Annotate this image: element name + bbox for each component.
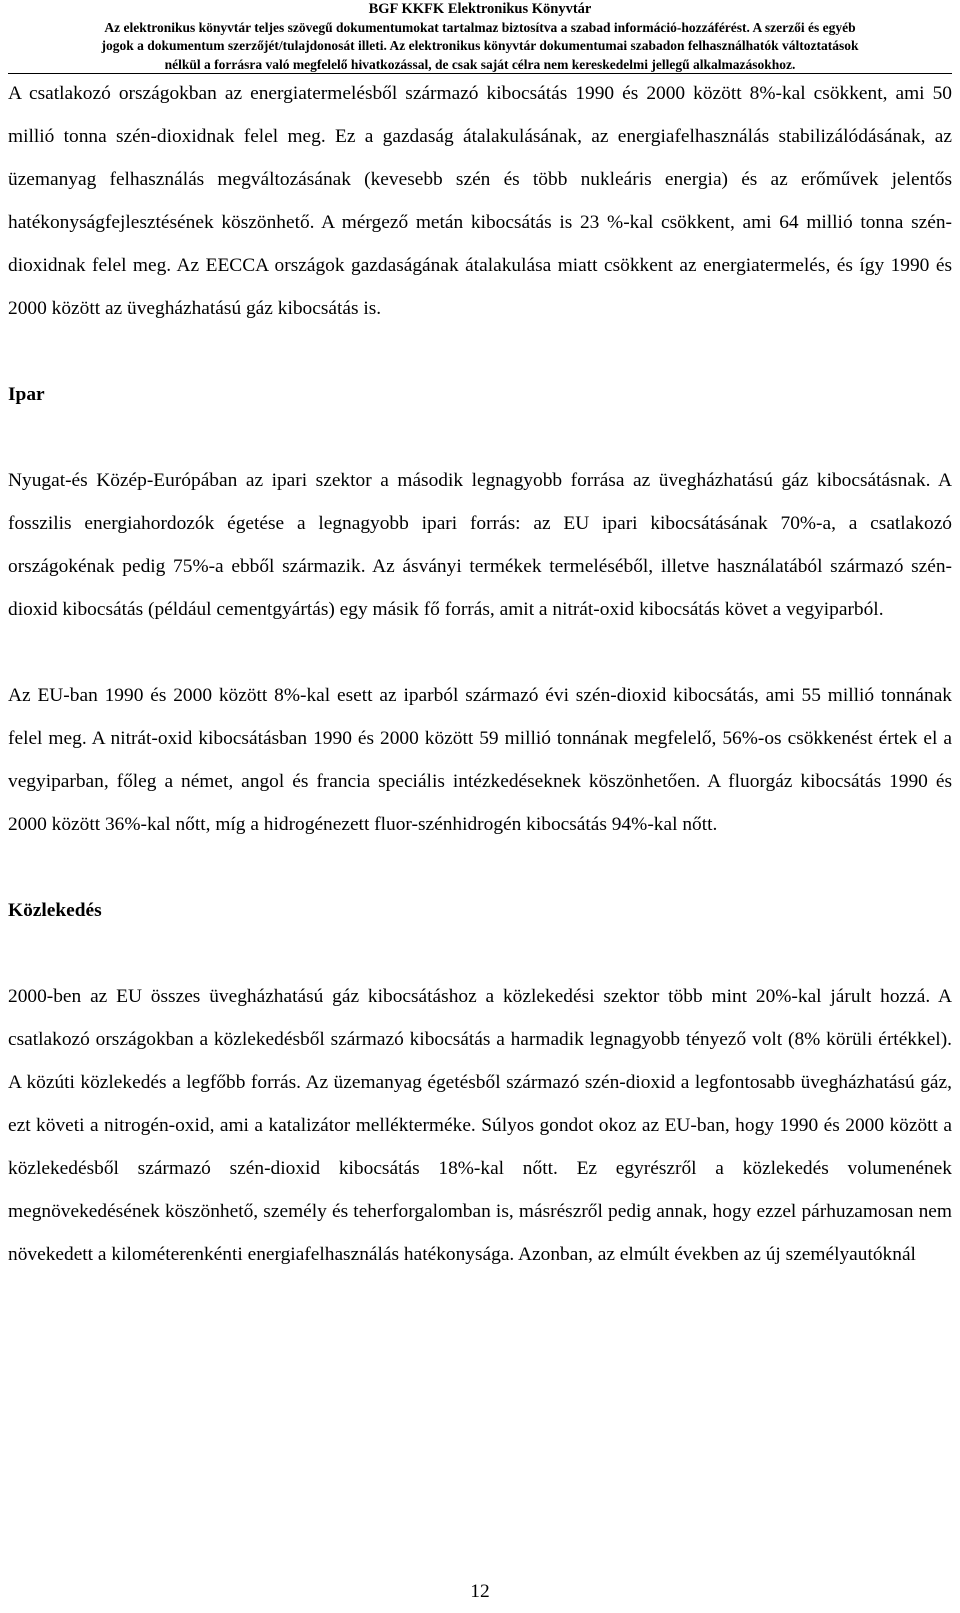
spacer (8, 932, 952, 975)
paragraph-industry-sources: Nyugat-és Közép-Európában az ipari szektor a második legnagyobb forrása az üvegházhatású gáz kibocsátásnak. A fosszilis energiahordozók égetése a legnagyobb ipari forrás: az EU ipari kibocsátásának 70%-a, a csatlakozó országokénak pedig 75%-a ebből származik. Az ásványi termékek termeléséből, illetve használatából származó szén-dioxid kibocsátás (például cementgyártás) egy másik fő forrás, amit a nitrát-oxid kibocsátás követ a vegyiparból. (8, 470, 952, 620)
spacer (8, 631, 952, 674)
header-notice-line-1: Az elektronikus könyvtár teljes szövegű dokumentumokat tartalmaz biztosítva a szabad információ-hozzáférést. A szerzői és egyéb (104, 19, 856, 35)
document-body (8, 72, 952, 1276)
spacer (8, 846, 952, 889)
header-notice-line-3: nélkül a forrásra való megfelelő hivatkozással, de csak saját célra nem kereskedelmi jellegű alkalmazásokhoz. (164, 56, 796, 72)
section-heading-kozlekedes: Közlekedés (8, 900, 102, 921)
paragraph-transport: 2000-ben az EU összes üvegházhatású gáz kibocsátáshoz a közlekedési szektor több mint 20%-kal járult hozzá. A csatlakozó országokban a közlekedésből származó kibocsátás a harmadik legnagyobb tényező volt (8% körüli értékkel). A közúti közlekedés a legfőbb forrás. Az üzemanyag égetésből származó szén-dioxid a legfontosabb üvegházhatású gáz, ezt követi a nitrogén-oxid, ami a katalizátor mellékterméke. Súlyos gondot okoz az EU-ban, hogy 1990 és 2000 között a közlekedésből származó szén-dioxid kibocsátás 18%-kal nőtt. Ez egyrészről a közlekedés volumenének megnövekedésének köszönhető, személy és teherforgalomban is, másrészről pedig annak, hogy ezzel párhuzamosan nem növekedett a kilométerenkénti energiafelhasználás hatékonysága. Azonban, az elmúlt években az új személyautóknál (8, 986, 952, 1265)
paragraph-energy-emissions: A csatlakozó országokban az energiatermelésből származó kibocsátás 1990 és 2000 között 8%-kal csökkent, ami 50 millió tonna szén-dioxidnak felel meg. Ez a gazdaság átalakulásának, az energiafelhasználás stabilizálódásának, az üzemanyag felhasználás megváltozásának (kevesebb szén és több nukleáris energia) és az erőművek jelentős hatékonyságfejlesztésének köszönhető. A mérgező metán kibocsátás is 23 %-kal csökkent, ami 64 millió tonna szén-dioxidnak felel meg. Az EECCA országok gazdaságának átalakulása miatt csökkent az energiatermelés, és így 1990 és 2000 között az üvegházhatású gáz kibocsátás is. (8, 83, 952, 319)
page-number: 12 (470, 1581, 490, 1602)
paragraph-industry-trends: Az EU-ban 1990 és 2000 között 8%-kal esett az iparból származó évi szén-dioxid kibocsátás, ami 55 millió tonnának felel meg. A nitrát-oxid kibocsátásban 1990 és 2000 között 59 millió tonnának megfelelő, 56%-os csökkenést értek el a vegyiparban, főleg a német, angol és francia speciális intézkedéseknek köszönhetően. A fluorgáz kibocsátás 1990 és 2000 között 36%-kal nőtt, míg a hidrogénezett fluor-szénhidrogén kibocsátás 94%-kal nőtt. (8, 685, 952, 835)
header-title: BGF KKFK Elektronikus Könyvtár (368, 1, 592, 17)
header-notice-line-2: jogok a dokumentum szerzőjét/tulajdonosát illeti. Az elektronikus könyvtár dokumentumai szabadon felhasználhatók változtatások (101, 38, 859, 53)
section-heading-ipar: Ipar (8, 384, 45, 405)
spacer (8, 330, 952, 373)
spacer (8, 416, 952, 459)
library-header (0, 0, 960, 74)
